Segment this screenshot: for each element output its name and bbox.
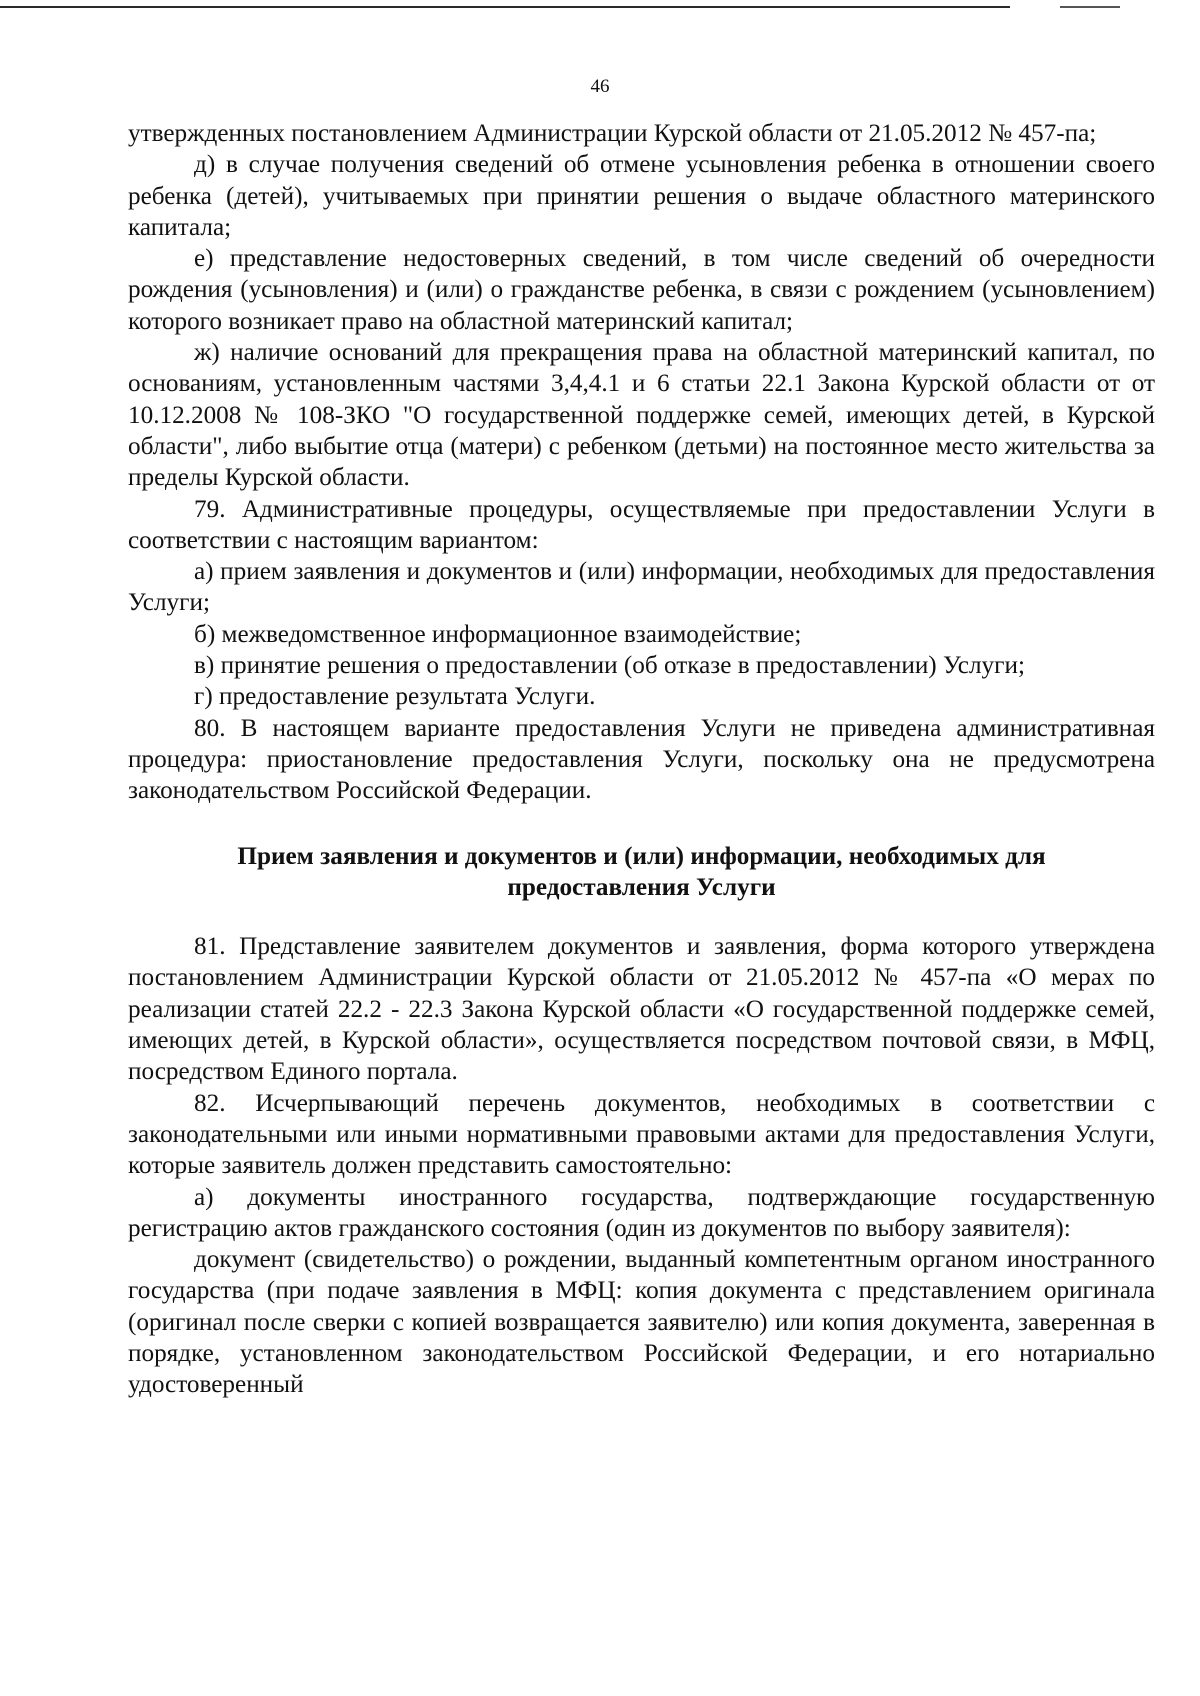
paragraph: 79. Административные процедуры, осуществляемые при предоставлении Услуги в соответствии с настоящим вариантом: [128,495,1155,554]
paragraph: документ (свидетельство) о рождении, выданный компетентным органом иностранного государства (при подаче заявления в МФЦ: копия документа с представлением оригинала (оригинал после сверки с копией возвращается заявителю) или копия документа, заверенная в порядке, установленном законодательством Российской Федерации, и его нотариально удостоверенный [128,1246,1155,1399]
scan-edge-line [0,6,1010,8]
paragraph: е) представление недостоверных сведений, в том числе сведений об очередности рождения (усыновления) и (или) о гражданстве ребенка, в связи с рождением (усыновлением) которого возникает право на областной материнский капитал; [128,245,1155,335]
document-body [128,118,1155,1401]
paragraph: а) документы иностранного государства, подтверждающие государственную регистрацию актов гражданского состояния (один из документов по выбору заявителя): [128,1183,1155,1242]
scan-edge-line [1060,6,1120,8]
paragraph: в) принятие решения о предоставлении (об отказе в предоставлении) Услуги; [194,652,1025,680]
paragraph: 81. Представление заявителем документов и заявления, форма которого утверждена постановлением Администрации Курской области от 21.05.2012 № 457-па «О мерах по реализации статей 22.2 - 22.3 Закона Курской области «О государственной поддержке семей, имеющих детей, в Курской области», осуществляется посредством почтовой связи, в МФЦ, посредством Единого портала. [128,933,1155,1086]
paragraph: г) предоставление результата Услуги. [194,683,596,711]
paragraph: 80. В настоящем варианте предоставления Услуги не приведена административная процедура: приостановление предоставления Услуги, поскольку она не предусмотрена законодательством Российской Федерации. [128,714,1155,805]
paragraph: ж) наличие оснований для прекращения права на областной материнский капитал, по основаниям, установленным частями 3,4,4.1 и 6 статьи 22.1 Закона Курской области от от 10.12.2008 № 108-ЗКО "О государственной поддержке семей, имеющих детей, в Курской области", либо выбытие отца (матери) с ребенком (детьми) на постоянное место жительства за пределы Курской области. [128,339,1155,492]
paragraph: б) межведомственное информационное взаимодействие; [194,620,802,648]
paragraph: а) прием заявления и документов и (или) информации, необходимых для предоставления Услуги; [128,558,1155,617]
paragraph: 82. Исчерпывающий перечень документов, необходимых в соответствии с законодательными или иными нормативными правовыми актами для предоставления Услуги, которые заявитель должен представить самостоятельно: [128,1089,1155,1180]
page-number: 46 [590,76,610,97]
paragraph: утвержденных постановлением Администрации Курской области от 21.05.2012 № 457-па; [128,120,1097,147]
section-heading: Прием заявления и документов и (или) информации, необходимых для предоставления Услуги [237,842,1046,901]
paragraph: д) в случае получения сведений об отмене усыновления ребенка в отношении своего ребенка (детей), учитываемых при принятии решения о выдаче областного материнского капитала; [128,151,1155,241]
